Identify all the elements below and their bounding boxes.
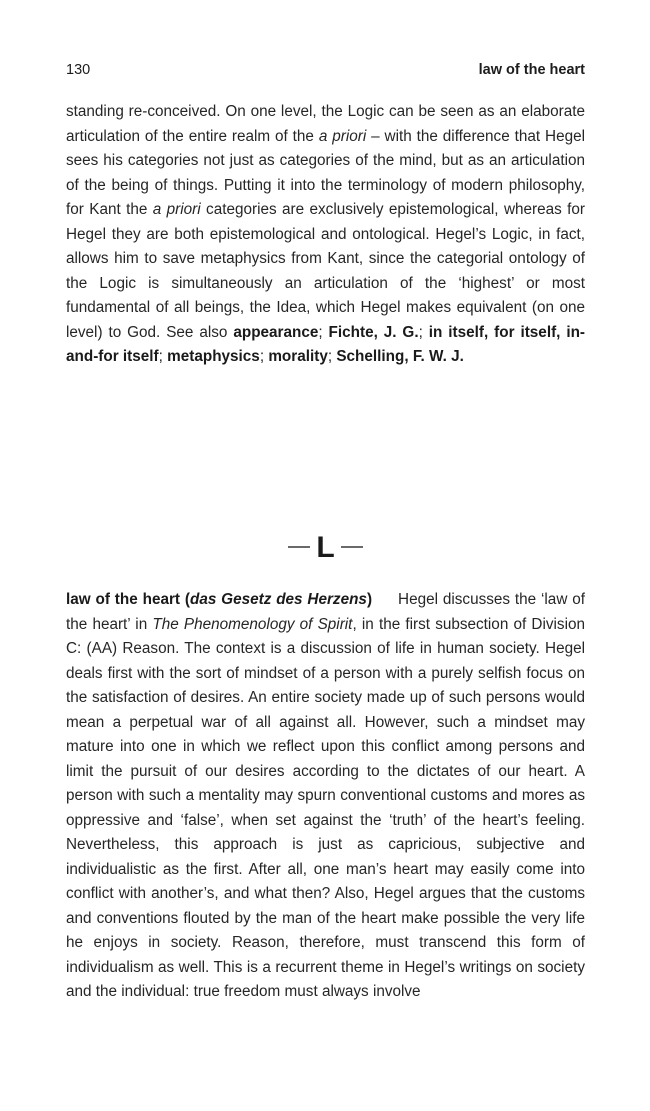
section-letter: L <box>316 531 335 564</box>
headword-foreign-term: das Gesetz des Herzens <box>189 591 367 608</box>
cross-reference-morality[interactable]: morality <box>268 348 328 365</box>
left-dash <box>288 546 310 548</box>
book-title: The Phenomenology of Spirit <box>152 615 353 633</box>
cross-reference-separator: ; <box>259 348 269 365</box>
cross-reference-appearance[interactable]: appearance <box>233 323 319 341</box>
headword-text: law of the heart ( <box>66 591 190 608</box>
cross-reference-separator: ; <box>418 323 429 341</box>
continued-entry-paragraph <box>66 100 585 370</box>
headword-close: ) <box>366 591 373 608</box>
right-dash <box>341 546 363 548</box>
running-head-title: law of the heart <box>478 62 585 78</box>
cross-reference-schelling[interactable]: Schelling, F. W. J. <box>336 348 464 365</box>
italic-term: a priori <box>152 201 201 218</box>
cross-reference-in-itself[interactable]: in itself, for itself, in-and-for itself <box>66 323 586 365</box>
text-run: categories are exclusively epistemological, whereas for Hegel they are both epistemological and ontological. Hegel’s Logic, in fact, allows him to save metaphysics from Kant, since the categorial ontology of the Logic is simultaneously an articulation of the ‘highest’ or most fundamental of all beings, the Idea, which Hegel makes equivalent (on one level) to God. See also <box>66 201 586 341</box>
page-number: 130 <box>66 62 91 78</box>
text-run: – with the difference that Hegel sees his categories not just as categories of the mind, but as an articulation of the being of things. Putting it into the terminology of modern philosophy, for Kant the <box>66 127 585 218</box>
cross-reference-metaphysics[interactable]: metaphysics <box>167 348 260 365</box>
cross-reference-separator: ; <box>327 348 337 365</box>
cross-reference-separator: ; <box>158 348 168 365</box>
text-run: standing re-conceived. On one level, the Logic can be seen as an elaborate articulation of the entire realm of the <box>66 103 585 145</box>
section-divider <box>66 528 585 568</box>
entry-paragraph <box>66 588 585 1005</box>
cross-reference-fichte[interactable]: Fichte, J. G. <box>328 323 419 341</box>
entry-headword <box>66 591 372 608</box>
italic-term: a priori <box>318 127 367 145</box>
text-run: , in the first subsection of Division C: (AA) Reason. The context is a discussion of life in human society. Hegel deals first with the sort of mindset of a person with a purely selfish focus on the satisfaction of desires. An entire society made up of such persons would mean a perpetual war of all against all. However, such a mindset may mature into one in which we reflect upon this conflict among persons and limit the pursuit of our desires according to the dictates of our heart. A person with such a mentality may spurn conventional customs and mores as oppressive and ‘false’, when set against the ‘truth’ of the heart’s feeling. Nevertheless, this approach is just as capricious, subjective and individualistic as the first. After all, one man’s heart may easily come into conflict with another’s, and what then? Also, Hegel argues that the customs and conventions flouted by the man of the heart make possible the very life he enjoys in society. Reason, therefore, must transcend this form of individualism as well. This is a recurrent theme in Hegel’s writings on society and the individual: true freedom must always involve <box>66 615 585 1000</box>
running-head <box>66 62 585 84</box>
text-run: Hegel discusses the ‘law of the heart’ in <box>66 591 585 633</box>
cross-reference-separator: ; <box>318 323 329 341</box>
